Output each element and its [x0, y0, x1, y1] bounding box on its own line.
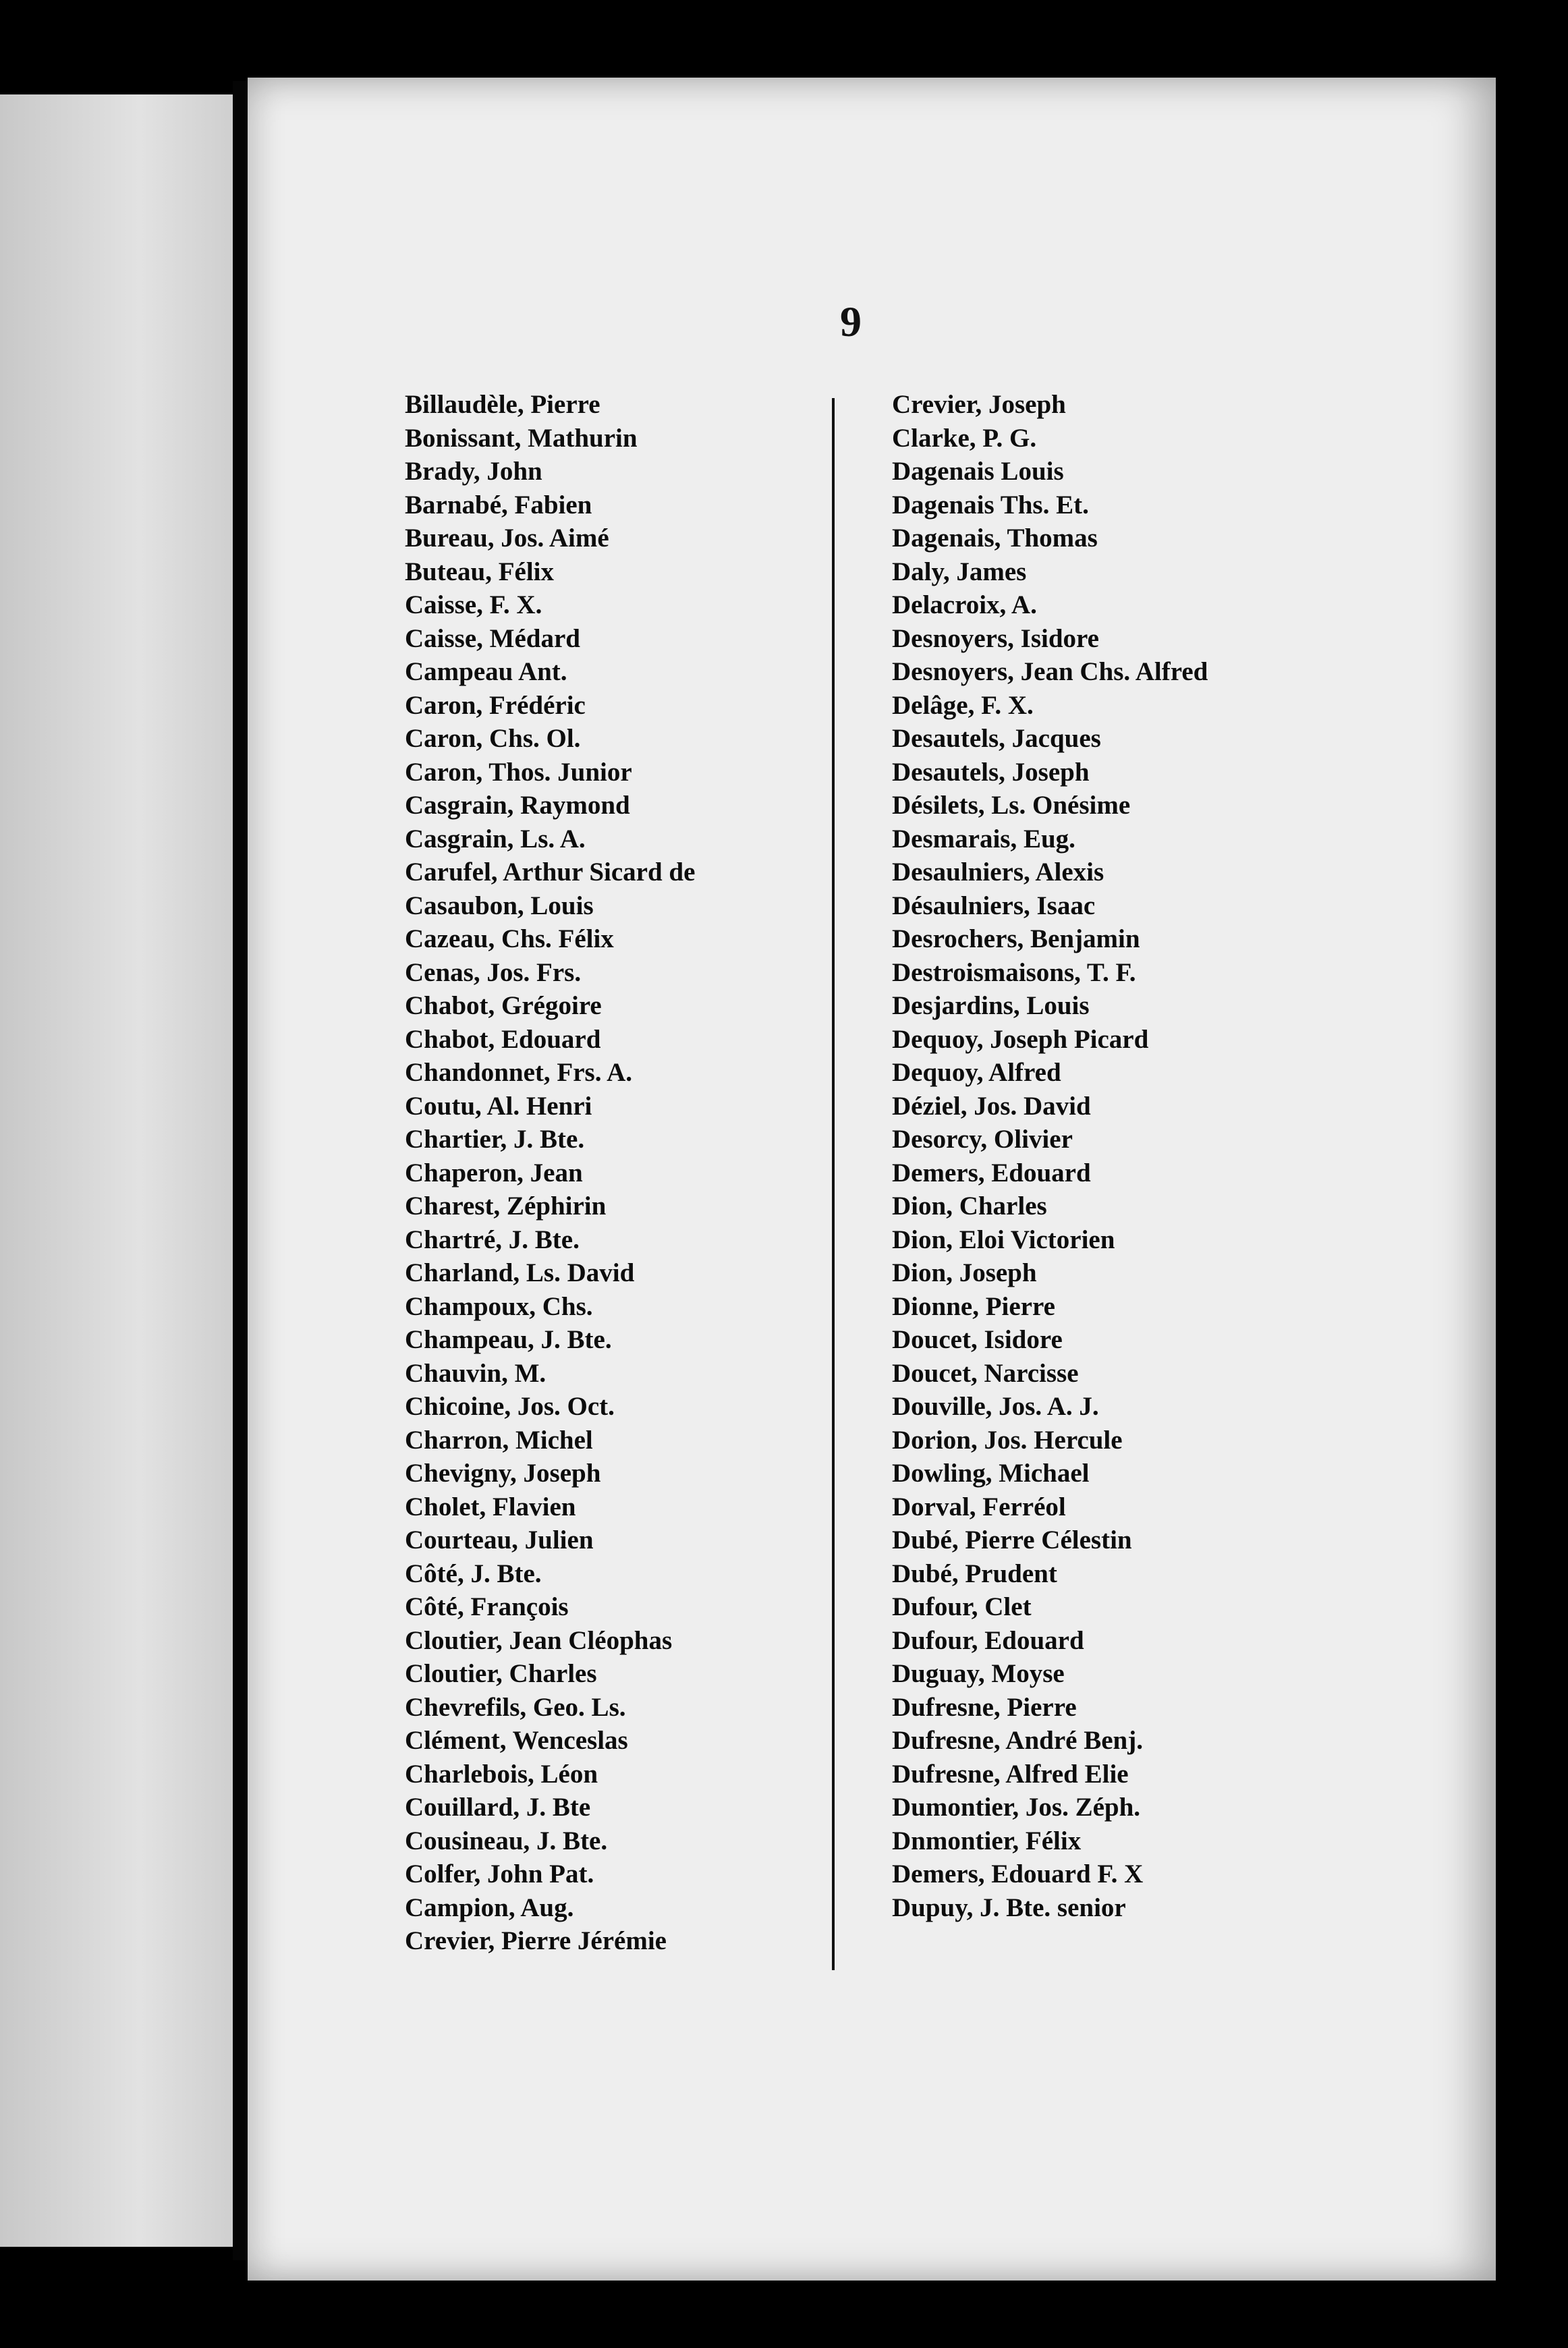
name-entry: Chandonnet, Frs. A.	[405, 1058, 632, 1087]
name-entry: Cloutier, Charles	[405, 1659, 597, 1688]
name-entry: Desautels, Joseph	[892, 757, 1090, 787]
name-entry: Désilets, Ls. Onésime	[892, 791, 1131, 820]
name-entry: Delacroix, A.	[892, 590, 1037, 619]
name-entry: Douville, Jos. A. J.	[892, 1392, 1099, 1421]
name-entry: Dion, Eloi Victorien	[892, 1225, 1115, 1254]
name-entry: Charland, Ls. David	[405, 1258, 635, 1287]
name-entry: Demers, Edouard	[892, 1158, 1091, 1187]
name-entry: Chicoine, Jos. Oct.	[405, 1392, 615, 1421]
name-entry: Doucet, Narcisse	[892, 1358, 1079, 1388]
name-entry: Caron, Thos. Junior	[405, 757, 632, 787]
name-entry: Chauvin, M.	[405, 1358, 547, 1388]
name-entry: Dufour, Edouard	[892, 1625, 1084, 1655]
name-column-right	[892, 388, 1208, 1924]
name-entry: Déziel, Jos. David	[892, 1091, 1091, 1121]
name-entry: Colfer, John Pat.	[405, 1860, 594, 1889]
name-entry: Chevigny, Joseph	[405, 1459, 601, 1488]
name-entry: Duguay, Moyse	[892, 1659, 1065, 1688]
name-entry: Dequoy, Joseph Picard	[892, 1024, 1149, 1054]
name-entry: Billaudèle, Pierre	[405, 390, 600, 419]
name-entry: Coutu, Al. Henri	[405, 1091, 592, 1121]
name-entry: Casgrain, Raymond	[405, 791, 630, 820]
name-entry: Cazeau, Chs. Félix	[405, 924, 614, 953]
name-entry: Côté, François	[405, 1592, 569, 1621]
name-entry: Doucet, Isidore	[892, 1325, 1063, 1354]
name-entry: Chabot, Grégoire	[405, 991, 602, 1020]
name-entry: Dagenais Ths. Et.	[892, 490, 1089, 520]
name-entry: Dubé, Prudent	[892, 1559, 1057, 1588]
name-entry: Brady, John	[405, 457, 542, 486]
name-entry: Désaulniers, Isaac	[892, 891, 1096, 920]
name-entry: Dagenais Louis	[892, 457, 1064, 486]
name-entry: Daly, James	[892, 557, 1027, 586]
book-spine	[233, 81, 248, 2260]
name-entry: Barnabé, Fabien	[405, 490, 592, 520]
name-entry: Côté, J. Bte.	[405, 1559, 542, 1588]
name-entry: Dufresne, André Benj.	[892, 1726, 1143, 1755]
name-entry: Clément, Wenceslas	[405, 1726, 628, 1755]
name-entry: Destroismaisons, T. F.	[892, 957, 1136, 987]
name-entry: Desnoyers, Isidore	[892, 623, 1099, 653]
column-divider	[832, 398, 835, 1970]
name-entry: Charlebois, Léon	[405, 1759, 598, 1789]
name-entry: Champeau, J. Bte.	[405, 1325, 612, 1354]
page-number: 9	[840, 298, 862, 345]
name-entry: Dubé, Pierre Célestin	[892, 1526, 1132, 1555]
name-entry: Charron, Michel	[405, 1425, 593, 1455]
name-entry: Dufresne, Pierre	[892, 1692, 1077, 1722]
name-entry: Desautels, Jacques	[892, 724, 1101, 753]
name-entry: Chaperon, Jean	[405, 1158, 583, 1187]
name-entry: Dequoy, Alfred	[892, 1058, 1061, 1087]
facing-page-edge	[0, 94, 233, 2247]
name-entry: Dion, Joseph	[892, 1258, 1037, 1287]
name-entry: Dagenais, Thomas	[892, 524, 1098, 553]
name-entry: Chabot, Edouard	[405, 1024, 601, 1054]
name-entry: Casgrain, Ls. A.	[405, 824, 586, 854]
name-entry: Couillard, J. Bte	[405, 1793, 591, 1822]
name-entry: Bonissant, Mathurin	[405, 423, 638, 453]
name-entry: Dion, Charles	[892, 1192, 1047, 1221]
name-entry: Desrochers, Benjamin	[892, 924, 1140, 953]
name-entry: Cholet, Flavien	[405, 1492, 576, 1521]
name-entry: Dionne, Pierre	[892, 1291, 1055, 1321]
name-entry: Caron, Frédéric	[405, 690, 586, 720]
name-entry: Clarke, P. G.	[892, 423, 1037, 453]
name-entry: Dupuy, J. Bte. senior	[892, 1893, 1126, 1922]
name-entry: Dowling, Michael	[892, 1459, 1090, 1488]
name-entry: Crevier, Joseph	[892, 390, 1066, 419]
name-entry: Chartré, J. Bte.	[405, 1225, 580, 1254]
name-entry: Demers, Edouard F. X	[892, 1860, 1144, 1889]
name-entry: Chevrefils, Geo. Ls.	[405, 1692, 626, 1722]
name-entry: Desaulniers, Alexis	[892, 858, 1104, 887]
name-entry: Desnoyers, Jean Chs. Alfred	[892, 657, 1208, 686]
name-entry: Caisse, F. X.	[405, 590, 542, 619]
name-entry: Carufel, Arthur Sicard de	[405, 858, 696, 887]
name-entry: Courteau, Julien	[405, 1526, 594, 1555]
name-entry: Dufour, Clet	[892, 1592, 1032, 1621]
name-entry: Crevier, Pierre Jérémie	[405, 1926, 667, 1955]
name-entry: Dorion, Jos. Hercule	[892, 1425, 1123, 1455]
name-entry: Campeau Ant.	[405, 657, 567, 686]
name-entry: Cloutier, Jean Cléophas	[405, 1625, 673, 1655]
name-entry: Caisse, Médard	[405, 623, 580, 653]
name-entry: Dumontier, Jos. Zéph.	[892, 1793, 1141, 1822]
name-entry: Desmarais, Eug.	[892, 824, 1075, 854]
name-entry: Cenas, Jos. Frs.	[405, 957, 582, 987]
name-entry: Desorcy, Olivier	[892, 1125, 1073, 1154]
name-entry: Champoux, Chs.	[405, 1291, 593, 1321]
name-entry: Desjardins, Louis	[892, 991, 1090, 1020]
name-entry: Delâge, F. X.	[892, 690, 1034, 720]
name-entry: Dufresne, Alfred Elie	[892, 1759, 1129, 1789]
name-entry: Bureau, Jos. Aimé	[405, 524, 609, 553]
name-entry: Casaubon, Louis	[405, 891, 594, 920]
name-entry: Chartier, J. Bte.	[405, 1125, 585, 1154]
name-entry: Campion, Aug.	[405, 1893, 574, 1922]
name-entry: Buteau, Félix	[405, 557, 554, 586]
name-column-left	[405, 388, 695, 1958]
name-entry: Dnmontier, Félix	[892, 1826, 1082, 1855]
name-entry: Cousineau, J. Bte.	[405, 1826, 608, 1855]
name-entry: Charest, Zéphirin	[405, 1192, 607, 1221]
name-entry: Caron, Chs. Ol.	[405, 724, 581, 753]
name-entry: Dorval, Ferréol	[892, 1492, 1066, 1521]
